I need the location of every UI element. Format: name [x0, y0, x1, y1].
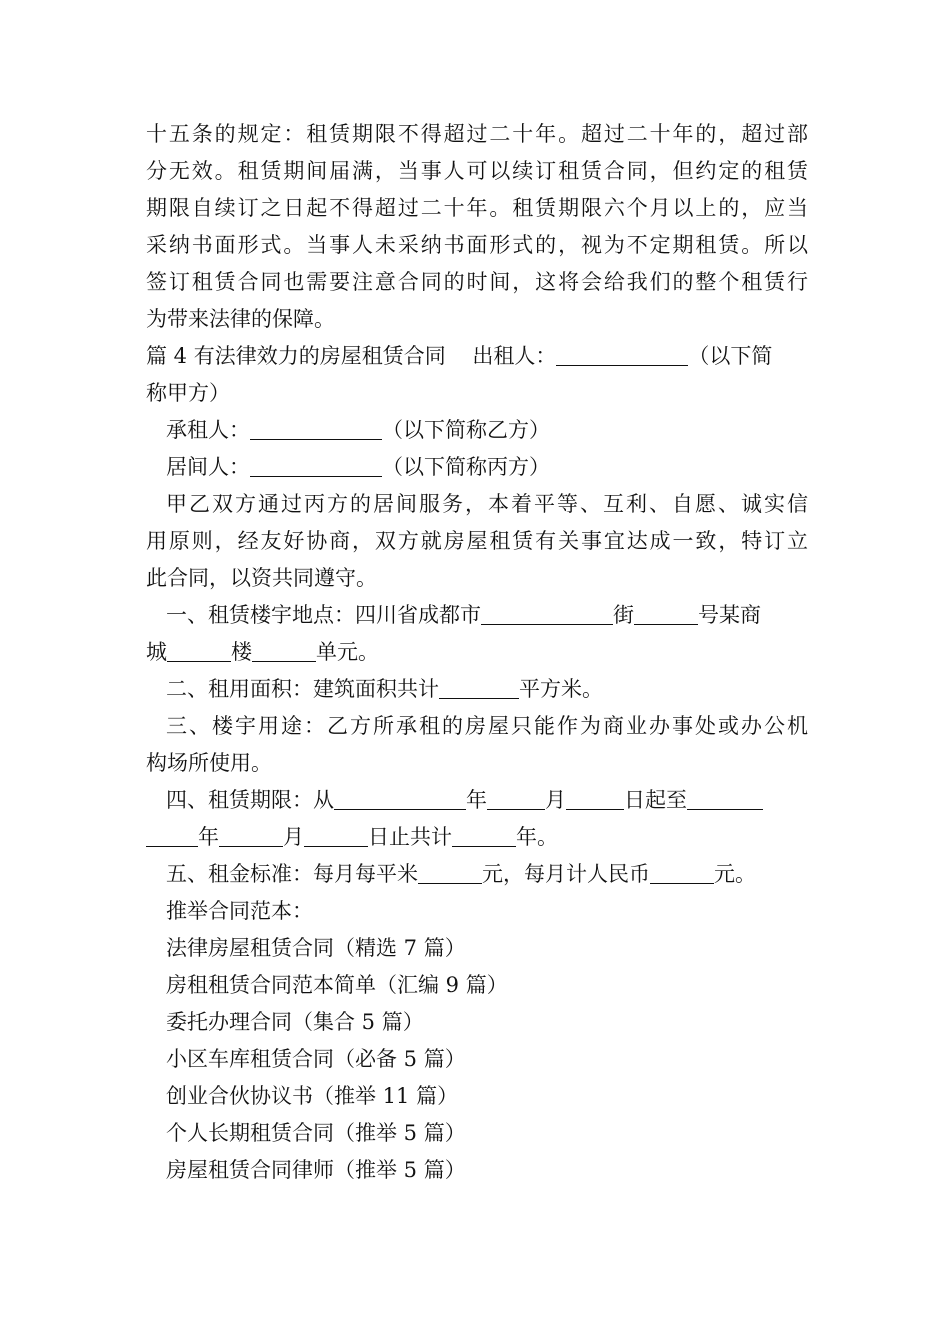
- recommend-title: 推举合同范本：: [166, 899, 313, 923]
- intro-line-2: 分无效。租赁期间届满，当事人可以续订租赁合同，但约定的租赁: [146, 159, 808, 183]
- clause-1-line-1: [146, 597, 810, 634]
- broker-blank: [250, 454, 382, 477]
- start-year-blank: [334, 787, 466, 810]
- clause-1-a: 一、租赁楼宇地点：四川省成都市: [166, 603, 481, 627]
- street-blank: [481, 602, 613, 625]
- clause-4-line-1: [146, 782, 810, 819]
- clause-2-line: [146, 671, 810, 708]
- recommend-link-3[interactable]: 委托办理合同（集合 5 篇）: [166, 1010, 424, 1034]
- clause-3-line-1: 三、楼宇用途：乙方所承租的房屋只能作为商业办事处或办公机: [166, 714, 808, 738]
- recommend-link-7[interactable]: 房屋租赁合同律师（推举 5 篇）: [166, 1158, 466, 1182]
- intro-line-3: 期限自续订之日起不得超过二十年。租赁期限六个月以上的，应当: [146, 196, 808, 220]
- recommend-link-1[interactable]: 法律房屋租赁合同（精选 7 篇）: [166, 936, 466, 960]
- clause-5-c: 元。: [714, 862, 756, 886]
- end-year-blank-b: [146, 824, 198, 847]
- start-month-blank: [487, 787, 545, 810]
- building-blank: [167, 639, 231, 662]
- preamble-line-1: 甲乙双方通过丙方的居间服务，本着平等、互利、自愿、诚实信: [166, 492, 808, 516]
- clause-2-a: 二、租用面积：建筑面积共计: [166, 677, 439, 701]
- recommend-link-5[interactable]: 创业合伙协议书（推举 11 篇）: [166, 1084, 459, 1108]
- contract-heading-text: 篇 4 有法律效力的房屋租赁合同 出租人：: [146, 344, 557, 368]
- broker-suffix: （以下简称丙方）: [382, 455, 550, 479]
- end-day-blank: [304, 824, 368, 847]
- clause-4-b: 年: [466, 788, 487, 812]
- broker-line: [146, 449, 810, 486]
- total-years-blank: [452, 824, 516, 847]
- clause-1-b: 街: [613, 603, 634, 627]
- contract-heading-suffix: （以下简: [688, 344, 773, 368]
- clause-4-h: 年。: [516, 825, 558, 849]
- document-page: [146, 116, 810, 1189]
- clause-4-d: 日起至: [624, 788, 687, 812]
- clause-5-b: 元，每月计人民币: [482, 862, 650, 886]
- contract-heading-cont: 称甲方）: [146, 381, 230, 405]
- clause-3-line-2: 构场所使用。: [146, 751, 272, 775]
- lessor-blank: [556, 343, 688, 366]
- clause-1-d: 城: [146, 640, 167, 664]
- clause-4-e: 年: [198, 825, 219, 849]
- contract-heading: [146, 338, 810, 375]
- clause-4-g: 日止共计: [368, 825, 452, 849]
- recommend-link-6[interactable]: 个人长期租赁合同（推举 5 篇）: [166, 1121, 466, 1145]
- clause-4-c: 月: [545, 788, 566, 812]
- area-blank: [439, 676, 519, 699]
- end-month-blank: [219, 824, 283, 847]
- intro-line-5: 签订租赁合同也需要注意合同的时间，这将会给我们的整个租赁行: [146, 270, 808, 294]
- rent-per-sqm-blank: [418, 861, 482, 884]
- clause-1-e: 楼: [231, 640, 252, 664]
- unit-blank: [252, 639, 316, 662]
- number-blank: [634, 602, 698, 625]
- lessee-line: [146, 412, 810, 449]
- clause-1-c: 号某商: [698, 603, 761, 627]
- recommend-link-2[interactable]: 房租租赁合同范本简单（汇编 9 篇）: [166, 973, 508, 997]
- clause-2-b: 平方米。: [519, 677, 603, 701]
- clause-4-f: 月: [283, 825, 304, 849]
- clause-4-a: 四、租赁期限：从: [166, 788, 334, 812]
- lessee-suffix: （以下简称乙方）: [382, 418, 550, 442]
- intro-line-6: 为带来法律的保障。: [146, 307, 335, 331]
- clause-5-a: 五、租金标准：每月每平米: [166, 862, 418, 886]
- recommend-link-4[interactable]: 小区车库租赁合同（必备 5 篇）: [166, 1047, 466, 1071]
- clause-1-line-2: [146, 634, 810, 671]
- preamble-line-2: 用原则，经友好协商，双方就房屋租赁有关事宜达成一致，特订立: [146, 529, 808, 553]
- clause-4-line-2: [146, 819, 810, 856]
- clause-5-line: [146, 856, 810, 893]
- monthly-rent-blank: [650, 861, 714, 884]
- lessee-label: 承租人：: [166, 418, 250, 442]
- start-day-blank: [566, 787, 624, 810]
- broker-label: 居间人：: [166, 455, 250, 479]
- clause-1-f: 单元。: [316, 640, 379, 664]
- lessee-blank: [250, 417, 382, 440]
- end-year-blank-a: [687, 787, 763, 810]
- preamble-line-3: 此合同，以资共同遵守。: [146, 566, 377, 590]
- intro-line-4: 采纳书面形式。当事人未采纳书面形式的，视为不定期租赁。所以: [146, 233, 808, 257]
- intro-line-1: 十五条的规定：租赁期限不得超过二十年。超过二十年的，超过部: [146, 122, 808, 146]
